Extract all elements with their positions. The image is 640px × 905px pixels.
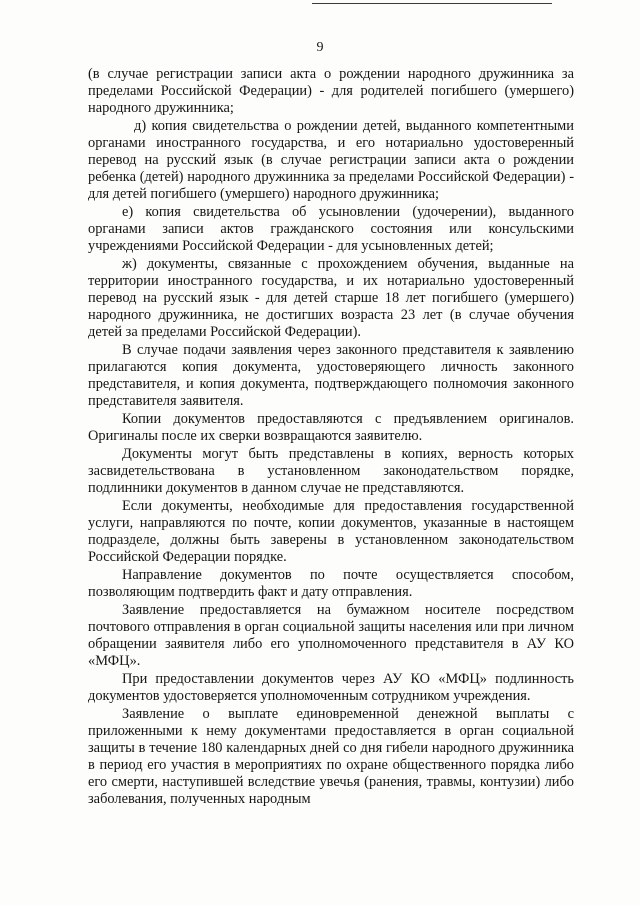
paragraph: Документы могут быть представлены в копиях, верность которых засвидетельствована в установленном законодательством порядке, подлинники документов в данном случае не представляются. (88, 446, 574, 496)
paragraph: Направление документов по почте осуществляется способом, позволяющим подтвердить факт и дату отправления. (88, 567, 574, 600)
paragraph: При предоставлении документов через АУ КО «МФЦ» подлинность документов удостоверяется уполномоченным сотрудником учреждения. (88, 671, 574, 704)
paragraph: Заявление о выплате единовременной денежной выплаты с приложенными к нему документами предоставляется в орган социальной защиты в течение 180 календарных дней со дня гибели народного дружинника в период его участия в мероприятиях по охране общественного порядка либо его смерти, наступившей вследствие увечья (ранения, травмы, контузии) либо заболевания, полученных народным (88, 706, 574, 807)
paragraph: е) копия свидетельства об усыновлении (удочерении), выданного органами записи актов гражданского состояния или консульскими учреждениями Российской Федерации - для усыновленных детей; (88, 204, 574, 254)
page-number: 9 (316, 40, 324, 55)
top-rule (312, 3, 552, 4)
paragraph: (в случае регистрации записи акта о рождении народного дружинника за пределами Российской Федерации) - для родителей погибшего (умершего) народного дружинника; (88, 66, 574, 116)
paragraph: д) копия свидетельства о рождении детей, выданного компетентными органами иностранного государства, и его нотариально удостоверенный перевод на русский язык (в случае регистрации записи акта о рождении ребенка (детей) народного дружинника за пределами Российской Федерации) - для детей погибшего (умершего) народного дружинника; (88, 118, 574, 202)
paragraph: Копии документов предоставляются с предъявлением оригиналов. Оригиналы после их сверки возвращаются заявителю. (88, 411, 574, 444)
paragraph: ж) документы, связанные с прохождением обучения, выданные на территории иностранного государства, и их нотариально удостоверенный перевод на русский язык - для детей старше 18 лет погибшего (умершего) народного дружинника, не достигших возраста 23 лет (в случае обучения детей за пределами Российской Федерации). (88, 256, 574, 340)
paragraph: Если документы, необходимые для предоставления государственной услуги, направляются по почте, копии документов, указанные в настоящем подразделе, должны быть заверены в установленном законодательством Российской Федерации порядке. (88, 498, 574, 565)
paragraph: В случае подачи заявления через законного представителя к заявлению прилагаются копия документа, удостоверяющего личность законного представителя, и копия документа, подтверждающего полномочия законного представителя заявителя. (88, 342, 574, 409)
document-body (88, 66, 574, 809)
paragraph: Заявление предоставляется на бумажном носителе посредством почтового отправления в орган социальной защиты населения или при личном обращении заявителя либо его уполномоченного представителя в АУ КО «МФЦ». (88, 602, 574, 669)
